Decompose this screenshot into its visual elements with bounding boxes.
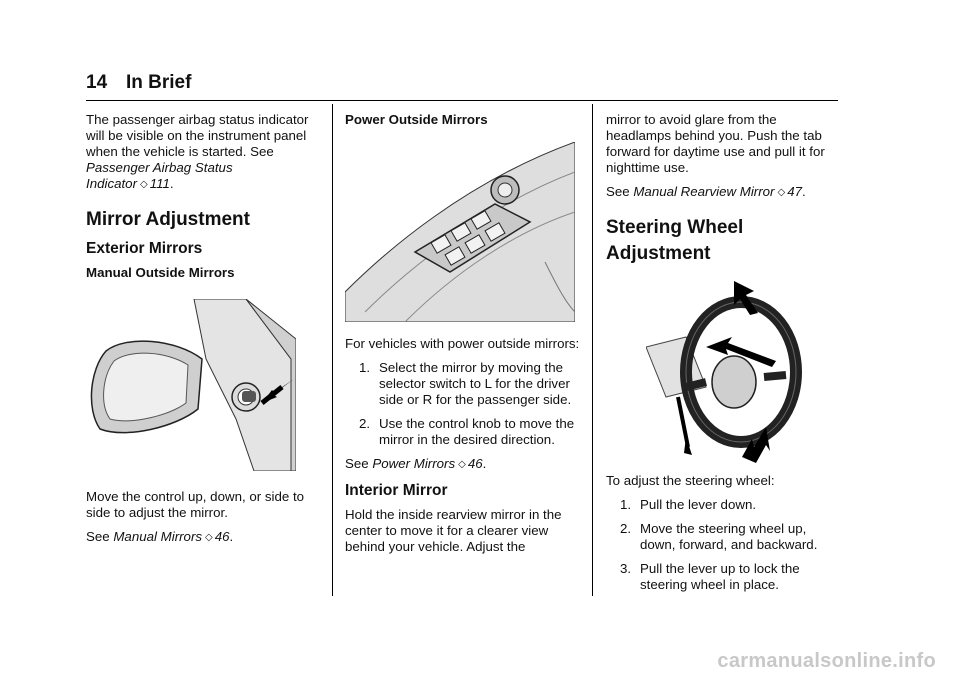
step-number: 1. xyxy=(620,497,632,512)
heading-steering-wheel-adjustment: Steering Wheel Adjustment xyxy=(606,217,744,264)
column-1 xyxy=(86,112,322,554)
heading-manual-outside-mirrors: Manual Outside Mirrors xyxy=(86,265,235,280)
step-text: Move the steering wheel up, down, forward, and backward. xyxy=(640,521,818,552)
page-ref-icon: ◇ xyxy=(458,459,466,470)
step-text: Pull the lever up to lock the steering wheel in place. xyxy=(640,561,800,592)
column-divider-1 xyxy=(332,104,333,596)
manual-mirrors-ref-page[interactable]: 46 xyxy=(214,529,230,544)
step-number: 3. xyxy=(620,561,632,576)
steering-wheel-illustration xyxy=(646,277,806,463)
step-number: 1. xyxy=(359,360,371,375)
steering-steps xyxy=(606,497,842,593)
step-text: Select the mirror by moving the selector switch to L for the driver side or R for the passenger side. xyxy=(379,360,572,407)
see-label: See xyxy=(606,184,634,199)
steering-intro: To adjust the steering wheel: xyxy=(606,473,775,488)
step-text: Use the control knob to move the mirror in the desired direction. xyxy=(379,416,575,447)
interior-mirror-text-cont: mirror to avoid glare from the headlamps behind you. Push the tab forward for daytime use and pull it for nighttime use. xyxy=(606,112,825,175)
list-item xyxy=(606,521,842,553)
see-label: See xyxy=(345,456,373,471)
step-number: 2. xyxy=(620,521,632,536)
power-mirrors-ref-page[interactable]: 46 xyxy=(467,456,483,471)
page-ref-icon: ◇ xyxy=(777,187,786,198)
rearview-mirror-ref[interactable]: Manual Rearview Mirror xyxy=(633,184,775,199)
manual-mirrors-ref[interactable]: Manual Mirrors xyxy=(113,529,203,544)
heading-interior-mirror: Interior Mirror xyxy=(345,482,448,499)
heading-exterior-mirrors: Exterior Mirrors xyxy=(86,240,203,257)
step-text: Pull the lever down. xyxy=(640,497,757,512)
airbag-indicator-ref-page[interactable]: 111 xyxy=(149,176,170,191)
page-header xyxy=(86,66,838,101)
page-number: 14 xyxy=(86,72,108,93)
manual-mirror-text: Move the control up, down, or side to side to adjust the mirror. xyxy=(86,489,305,520)
heading-mirror-adjustment: Mirror Adjustment xyxy=(86,209,250,230)
manual-mirror-illustration xyxy=(86,299,296,471)
rearview-mirror-ref-page[interactable]: 47 xyxy=(787,184,802,199)
list-item xyxy=(345,416,581,448)
airbag-indicator-paragraph: The passenger airbag status indicator will be visible on the instrument panel when the vehicle is started. See Passenger Airbag Status Indicator ◇ 111. xyxy=(86,112,309,191)
heading-power-outside-mirrors: Power Outside Mirrors xyxy=(345,112,488,127)
page-ref-icon: ◇ xyxy=(205,532,213,543)
page-ref-icon: ◇ xyxy=(140,179,148,190)
power-mirror-see: See Power Mirrors ◇ 46. xyxy=(345,456,487,471)
power-mirrors-ref[interactable]: Power Mirrors xyxy=(372,456,456,471)
step-number: 2. xyxy=(359,416,371,431)
section-title: In Brief xyxy=(126,72,192,93)
list-item xyxy=(345,360,581,408)
column-2 xyxy=(345,112,581,563)
list-item xyxy=(606,561,842,593)
manual-mirror-see: See Manual Mirrors ◇ 46. xyxy=(86,529,234,544)
power-mirror-intro: For vehicles with power outside mirrors: xyxy=(345,336,580,351)
power-mirror-steps xyxy=(345,360,581,448)
watermark: carmanualsonline.info xyxy=(717,650,936,672)
rearview-mirror-see: See Manual Rearview Mirror ◇ 47. xyxy=(606,184,806,199)
airbag-indicator-ref[interactable]: Passenger Airbag Status Indicator xyxy=(86,160,233,191)
see-label: See xyxy=(86,529,114,544)
interior-mirror-text: Hold the inside rearview mirror in the center to move it for a clearer view behind your vehicle. Adjust the xyxy=(345,507,562,554)
column-divider-2 xyxy=(592,104,593,596)
column-3 xyxy=(606,112,842,601)
power-mirror-illustration xyxy=(345,142,575,322)
list-item xyxy=(606,497,842,513)
airbag-indicator-text: The passenger airbag status indicator will be visible on the instrument panel when the vehicle is started. See xyxy=(86,112,309,159)
